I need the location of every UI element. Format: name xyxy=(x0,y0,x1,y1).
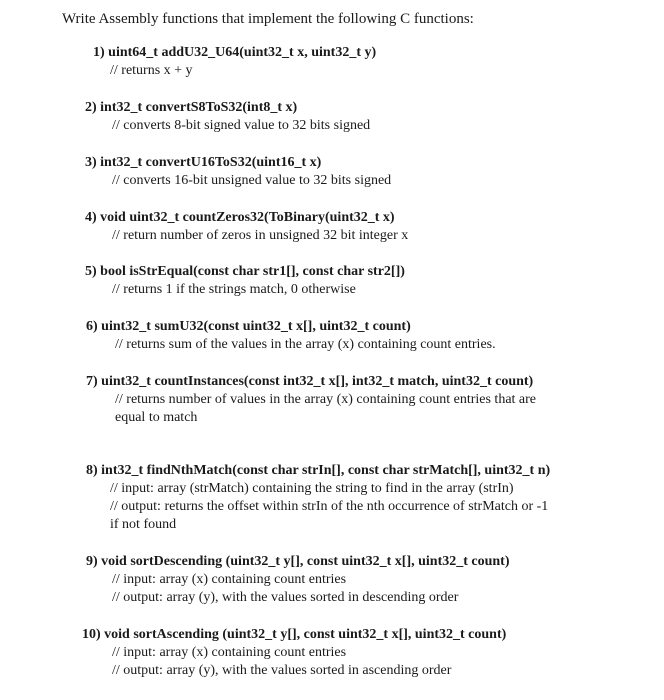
intro-text: Write Assembly functions that implement the following C functions: xyxy=(62,11,474,27)
function-item-1 xyxy=(93,44,376,80)
function-signature: 2) int32_t convertS8ToS32(int8_t x) xyxy=(85,100,298,115)
function-signature: 8) int32_t findNthMatch(const char strIn[], const char strMatch[], uint32_t n) xyxy=(86,463,551,478)
function-item-6 xyxy=(86,318,496,354)
function-signature: 10) void sortAscending (uint32_t y[], const uint32_t x[], uint32_t count) xyxy=(82,627,507,642)
function-signature: 7) uint32_t countInstances(const int32_t x[], int32_t match, uint32_t count) xyxy=(86,374,534,389)
function-comment: // returns number of values in the array (x) containing count entries that are xyxy=(115,392,537,407)
function-comment: // returns 1 if the strings match, 0 otherwise xyxy=(112,282,356,297)
function-comment-continued: if not found xyxy=(110,517,177,532)
function-item-5 xyxy=(85,263,405,299)
function-signature: 9) void sortDescending (uint32_t y[], const uint32_t x[], uint32_t count) xyxy=(86,554,510,569)
function-item-9 xyxy=(86,553,510,607)
function-comment: // converts 8-bit signed value to 32 bits signed xyxy=(112,118,371,133)
function-comment: // returns x + y xyxy=(110,63,193,78)
function-comment: // returns sum of the values in the array (x) containing count entries. xyxy=(115,337,496,352)
function-item-4 xyxy=(85,209,408,245)
function-comment-output: // output: returns the offset within strIn of the nth occurrence of strMatch or -1 xyxy=(110,499,549,514)
function-comment-continued: equal to match xyxy=(115,410,198,425)
function-comment-output: // output: array (y), with the values sorted in ascending order xyxy=(112,663,452,678)
function-signature: 3) int32_t convertU16ToS32(uint16_t x) xyxy=(85,155,322,170)
function-signature: 6) uint32_t sumU32(const uint32_t x[], uint32_t count) xyxy=(86,319,411,334)
function-item-3 xyxy=(85,154,391,190)
function-signature: 1) uint64_t addU32_U64(uint32_t x, uint32_t y) xyxy=(93,45,377,60)
function-comment-output: // output: array (y), with the values sorted in descending order xyxy=(112,590,459,605)
function-item-8 xyxy=(86,462,550,534)
function-comment-input: // input: array (x) containing count entries xyxy=(112,572,347,587)
function-comment-input: // input: array (strMatch) containing the string to find in the array (strIn) xyxy=(110,481,514,496)
function-signature: 5) bool isStrEqual(const char str1[], const char str2[]) xyxy=(85,264,405,279)
function-item-7 xyxy=(86,373,536,427)
function-comment: // converts 16-bit unsigned value to 32 bits signed xyxy=(112,173,392,188)
function-signature: 4) void uint32_t countZeros32(ToBinary(uint32_t x) xyxy=(85,210,395,225)
function-comment-input: // input: array (x) containing count entries xyxy=(112,645,347,660)
function-item-10 xyxy=(82,626,506,680)
function-item-2 xyxy=(85,99,370,135)
function-comment: // return number of zeros in unsigned 32 bit integer x xyxy=(112,228,409,243)
